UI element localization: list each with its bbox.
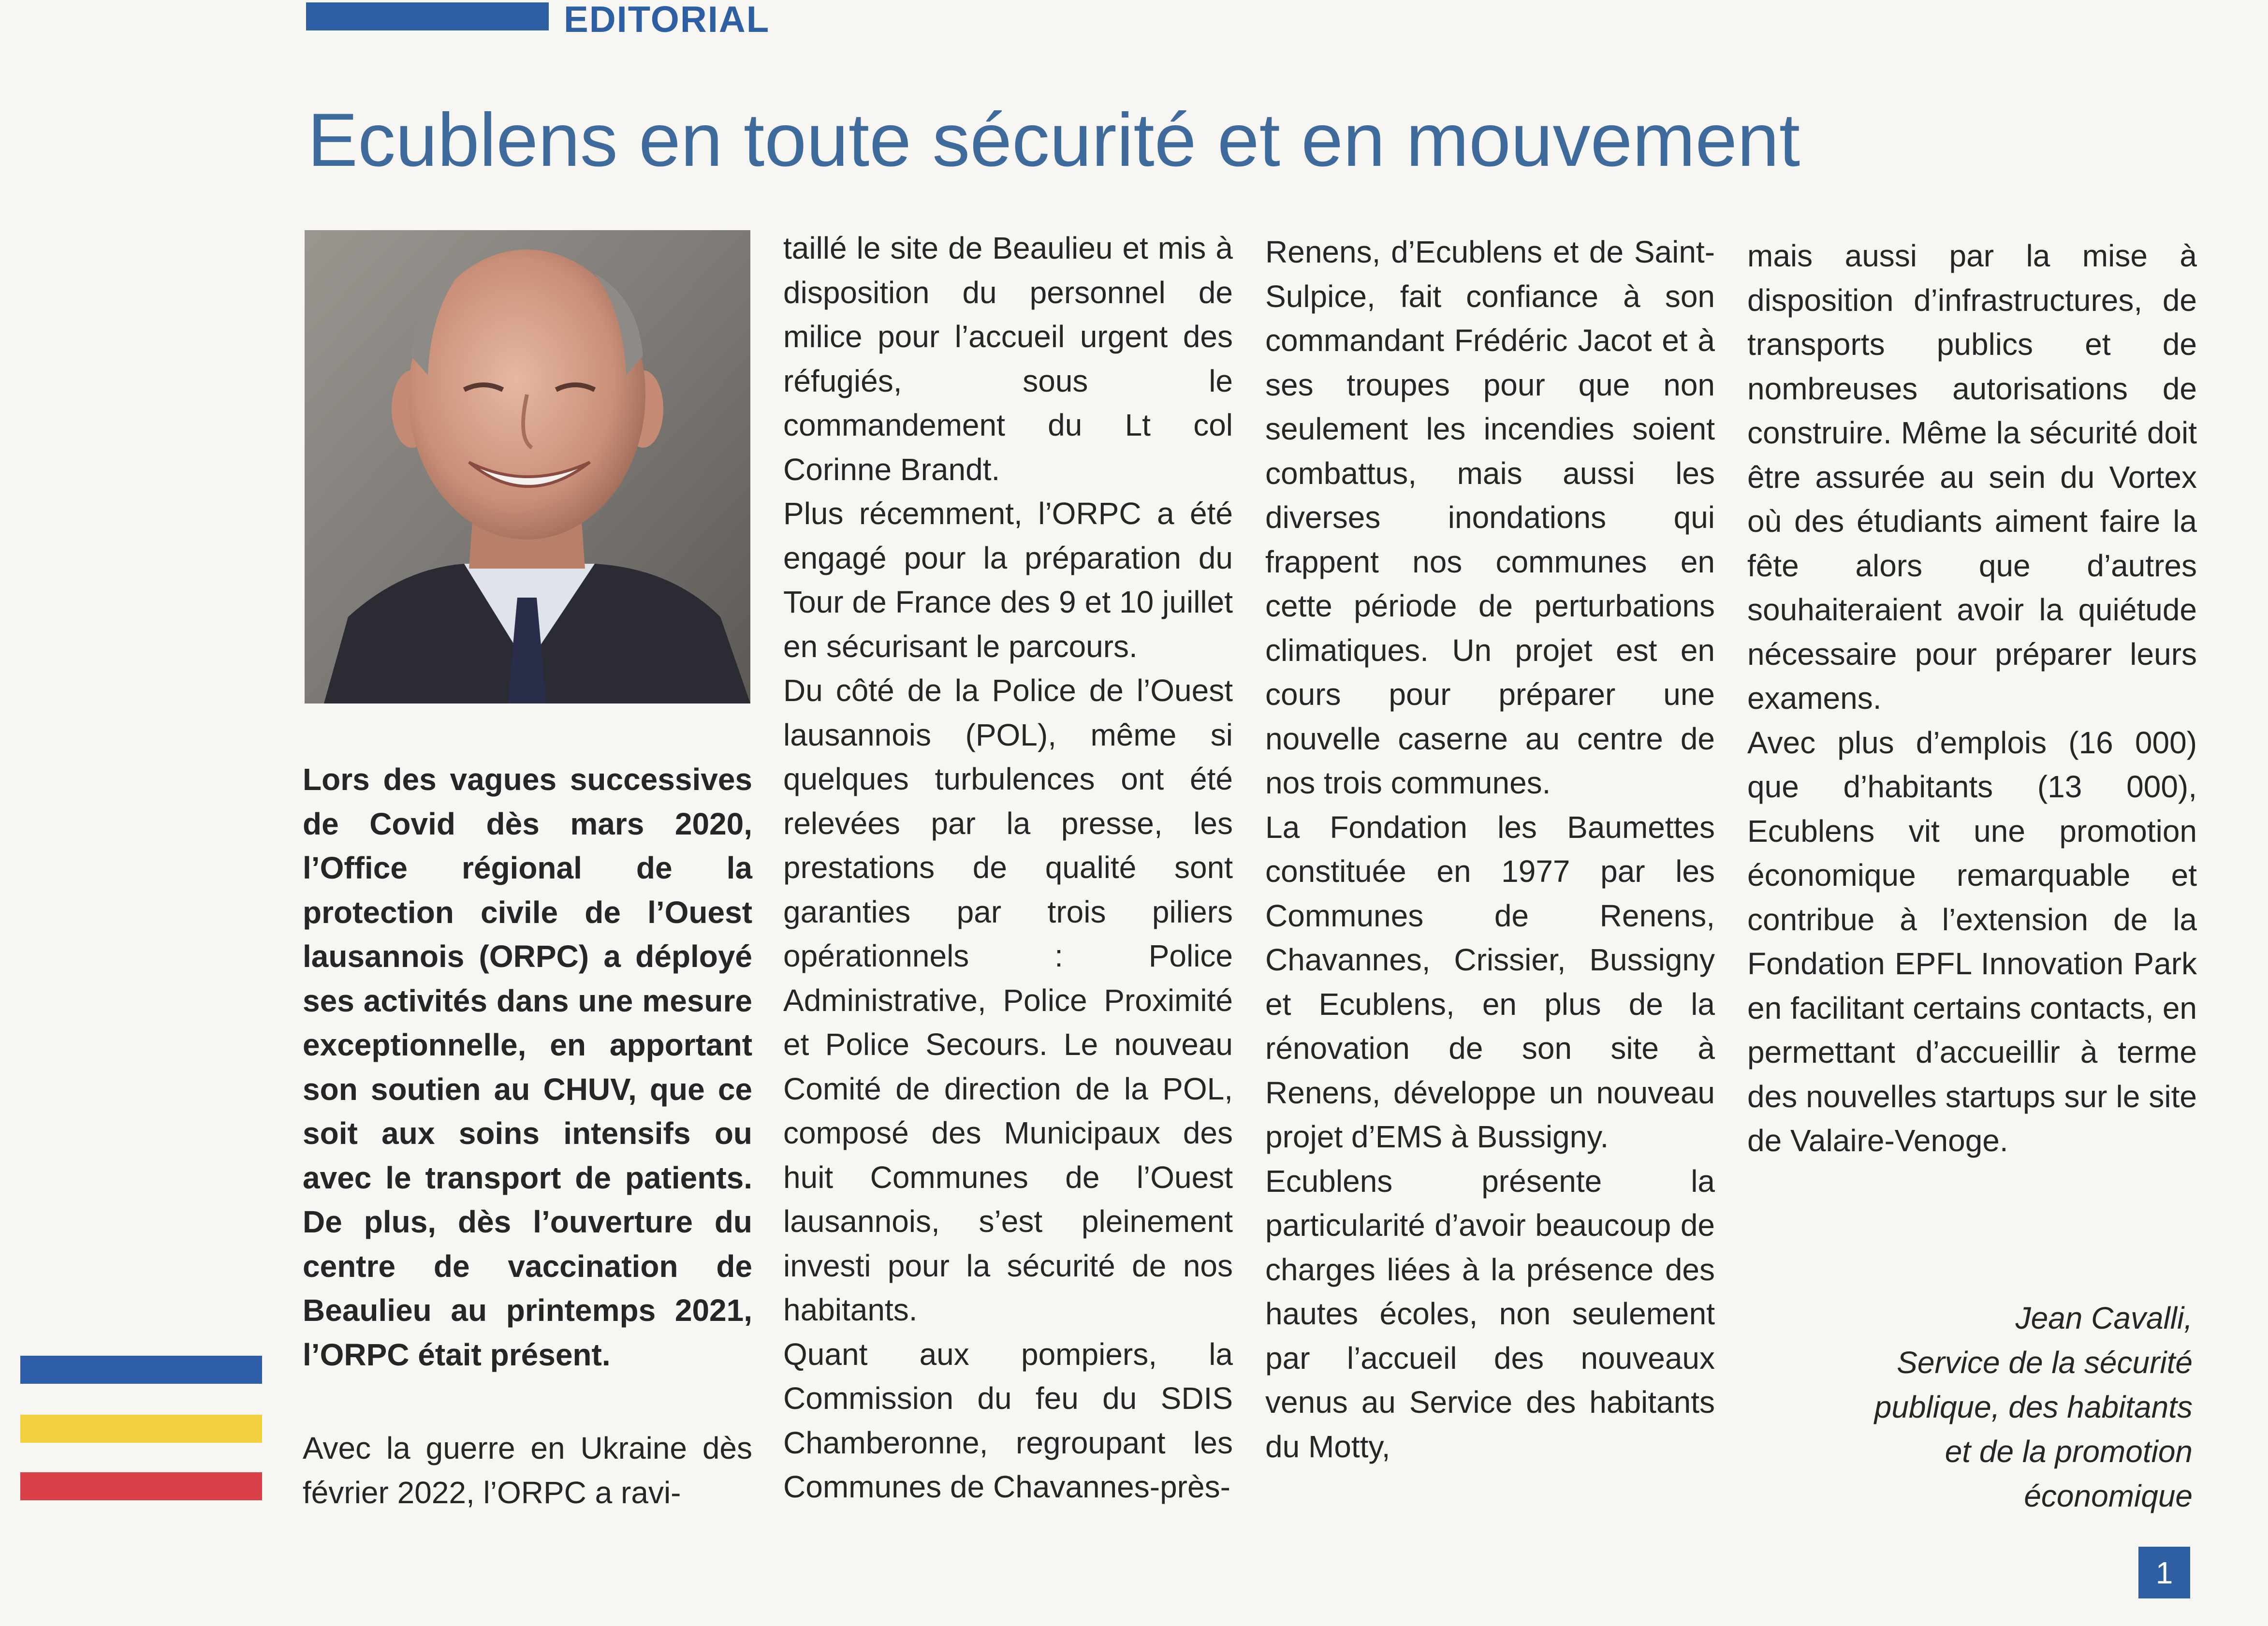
page-number: 1: [2138, 1547, 2190, 1598]
column-4: [1747, 234, 2197, 1163]
author-role-line: et de la promotion: [1945, 1434, 2193, 1469]
author-role-line: Service de la sécurité: [1897, 1345, 2193, 1380]
paragraph: Ecublens présente la particularité d’avoir beaucoup de charges liées à la présence des hautes écoles, non seulement par l’accueil des nouveaux venus au Service des habitants du Motty,: [1265, 1163, 1715, 1464]
decorative-stripe-yellow: [20, 1415, 262, 1443]
lead-paragraph: [303, 758, 752, 1377]
section-accent-bar: [306, 2, 549, 30]
section-label: EDITORIAL: [564, 0, 770, 40]
decorative-stripe-blue: [20, 1356, 262, 1384]
lead-text: Lors des vagues successives de Covid dès mars 2020, l’Office régional de la protection civile de l’Ouest lausannois (ORPC) a déployé ses activités dans une mesure exceptionnelle, en apportant son soutien au CHUV, que ce soit aux soins intensifs ou avec le transport de patients. De plus, dès l’ouverture du centre de vaccination de Beaulieu au printemps 2021, l’ORPC était présent.: [303, 762, 752, 1372]
author-role-line: publique, des habitants: [1874, 1390, 2193, 1424]
author-name: Jean Cavalli,: [2015, 1301, 2193, 1335]
column-3: [1265, 230, 1715, 1469]
author-portrait-photo: [305, 230, 750, 703]
column-2: [783, 226, 1233, 1509]
paragraph: Renens, d’Ecublens et de Saint-Sulpice, fait confiance à son commandant Frédéric Jacot et à ses troupes pour que non seulement les incendies soient combattus, mais aussi les diverses inondations qui frappent nos communes en cette période de perturbations climatiques. Un projet est en cours pour préparer une nouvelle caserne au centre de nos trois communes.: [1265, 234, 1715, 800]
paragraph: mais aussi par la mise à disposition d’infrastructures, de transports publics et de nombreuses autorisations de construire. Même la sécurité doit être assurée au sein du Vortex où des étudiants aiment faire la fête alors que d’autres souhaiteraient avoir la quiétude nécessaire pour préparer leurs examens.: [1747, 238, 2197, 716]
article-title: Ecublens en toute sécurité et en mouvement: [307, 98, 1800, 182]
paragraph: Plus récemment, l’ORPC a été engagé pour la préparation du Tour de France des 9 et 10 juillet en sécurisant le parcours.: [783, 496, 1233, 664]
paragraph: taillé le site de Beaulieu et mis à disposition du personnel de milice pour l’accueil urgent des réfugiés, sous le commandement du Lt col Corinne Brandt.: [783, 231, 1233, 487]
paragraph: Quant aux pompiers, la Commission du feu du SDIS Chamberonne, regroupant les Communes de Chavannes-près-: [783, 1336, 1233, 1504]
paragraph: Avec la guerre en Ukraine dès février 2022, l’ORPC a ravi-: [303, 1431, 752, 1510]
author-role-line: économique: [2024, 1479, 2193, 1513]
paragraph: La Fondation les Baumettes constituée en 1977 par les Communes de Renens, Chavannes, Crissier, Bussigny et Ecublens, en plus de la rénovation de son site à Renens, développe un nouveau projet d’EMS à Bussigny.: [1265, 809, 1715, 1154]
paragraph: Du côté de la Police de l’Ouest lausannois (POL), même si quelques turbulences ont été relevées par la presse, les prestations de qualité sont garanties par trois piliers opérationnels : Police Administrative, Police Proximité et Police Secours. Le nouveau Comité de direction de la POL, composé des Municipaux des huit Communes de l’Ouest lausannois, s’est pleinement investi pour la sécurité de nos habitants.: [783, 673, 1233, 1327]
paragraph: Avec plus d’emplois (16 000) que d’habitants (13 000), Ecublens vit une promotion économique remarquable et contribue à l’extension de la Fondation EPFL Innovation Park en facilitant certains contacts, en permettant d’accueillir à terme des nouvelles startups sur le site de Valaire-Venoge.: [1747, 725, 2197, 1158]
column-1-body: [303, 1426, 752, 1515]
author-signature: [1757, 1296, 2193, 1518]
decorative-stripe-red: [20, 1472, 262, 1500]
